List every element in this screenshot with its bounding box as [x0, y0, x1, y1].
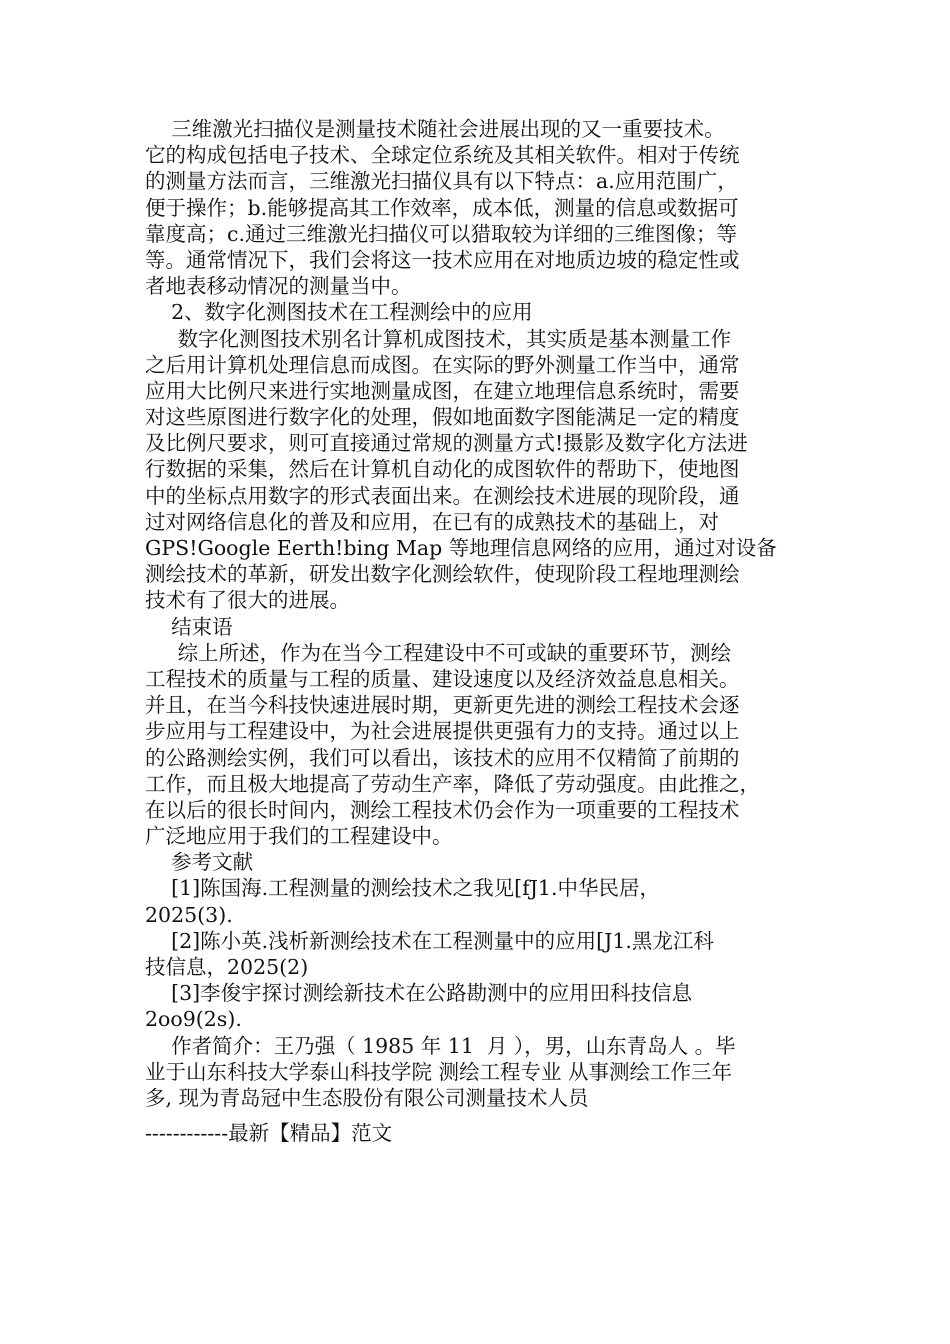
reference-line: 2oo9(2s).	[145, 1007, 242, 1032]
text-line: 靠度高；c.通过三维激光扫描仪可以猎取较为详细的三维图像；等	[145, 221, 737, 246]
text-line: 对这些原图进行数字化的处理，假如地面数字图能满足一定的精度	[145, 405, 740, 430]
text-line: 三维激光扫描仪是测量技术随社会进展出现的又一重要技术。	[145, 117, 725, 141]
text-line: 等。通常情况下，我们会将这一技术应用在对地质边坡的稳定性或	[145, 247, 740, 272]
text-line: 步应用与工程建设中，为社会进展提供更强有力的支持。通过以上	[145, 719, 740, 744]
reference-line: [2]陈小英.浅析新测绘技术在工程测量中的应用[J1.黑龙江科	[145, 928, 714, 953]
text-line: GPS!Google Eerth!bing Map 等地理信息网络的应用，通过对设备	[145, 536, 777, 560]
text-line: 中的坐标点用数字的形式表面出来。在测绘技术进展的现阶段，通	[145, 483, 740, 508]
text-line: 者地表移动情况的测量当中。	[145, 274, 412, 299]
reference-line: 技信息，2025(2)	[145, 955, 309, 979]
author-bio-line: 多, 现为青岛冠中生态股份有限公司测量技术人员	[145, 1085, 589, 1110]
section-heading: 参考文献	[145, 850, 254, 875]
text-line: 之后用计算机处理信息而成图。在实际的野外测量工作当中，通常	[145, 352, 740, 377]
section-heading: 结束语	[145, 614, 233, 639]
text-line: 测绘技术的革新，研发出数字化测绘软件，使现阶段工程地理测绘	[145, 562, 740, 587]
text-line: 应用大比例尺来进行实地测量成图，在建立地理信息系统时，需要	[145, 378, 740, 403]
text-line: 便于操作；b.能够提高其工作效率，成本低，测量的信息或数据可	[145, 195, 739, 220]
reference-line: [1]陈国海.工程测量的测绘技术之我见[fJ1.中华民居，	[145, 876, 660, 901]
text-line: 它的构成包括电子技术、全球定位系统及其相关软件。相对于传统	[145, 143, 740, 168]
text-line: 广泛地应用于我们的工程建设中。	[145, 824, 453, 849]
text-line: 过对网络信息化的普及和应用，在已有的成熟技术的基础上，对	[145, 509, 719, 534]
text-line: 工程技术的质量与工程的质量、建设速度以及经济效益息息相关。	[145, 666, 740, 691]
text-line: 在以后的很长时间内，测绘工程技术仍会作为一项重要的工程技术	[145, 797, 740, 822]
text-line: 的测量方法而言，三维激光扫描仪具有以下特点：a.应用范围广，	[145, 169, 738, 194]
document-body	[145, 116, 805, 1111]
author-bio-line: 作者简介：王乃强（ 1985 年 11 月 ），男，山东青岛人 。毕	[145, 1033, 736, 1058]
reference-line: 2025(3).	[145, 902, 233, 927]
footer-tagline: ------------最新【精品】范文	[145, 1121, 393, 1145]
text-line: 工作，而且极大地提高了劳动生产率，降低了劳动强度。由此推之，	[145, 771, 760, 796]
text-line: 技术有了很大的进展。	[145, 588, 350, 613]
text-line: 并且，在当今科技快速进展时期，更新更先进的测绘工程技术会逐	[145, 693, 740, 718]
text-line: 综上所述，作为在当今工程建设中不可或缺的重要环节，测绘	[145, 640, 732, 665]
text-line: 数字化测图技术别名计算机成图技术，其实质是基本测量工作	[145, 326, 732, 351]
reference-line: [3]李俊宇探讨测绘新技术在公路勘测中的应用田科技信息	[145, 981, 693, 1006]
section-heading: 2、数字化测图技术在工程测绘中的应用	[145, 300, 533, 325]
author-bio-line: 业于山东科技大学泰山科技学院 测绘工程专业 从事测绘工作三年	[145, 1059, 733, 1084]
text-line: 的公路测绘实例，我们可以看出，该技术的应用不仅精简了前期的	[145, 745, 740, 770]
text-line: 及比例尺要求，则可直接通过常规的测量方式!摄影及数字化方法进	[145, 431, 748, 456]
text-line: 行数据的采集，然后在计算机自动化的成图软件的帮助下，使地图	[145, 457, 740, 482]
